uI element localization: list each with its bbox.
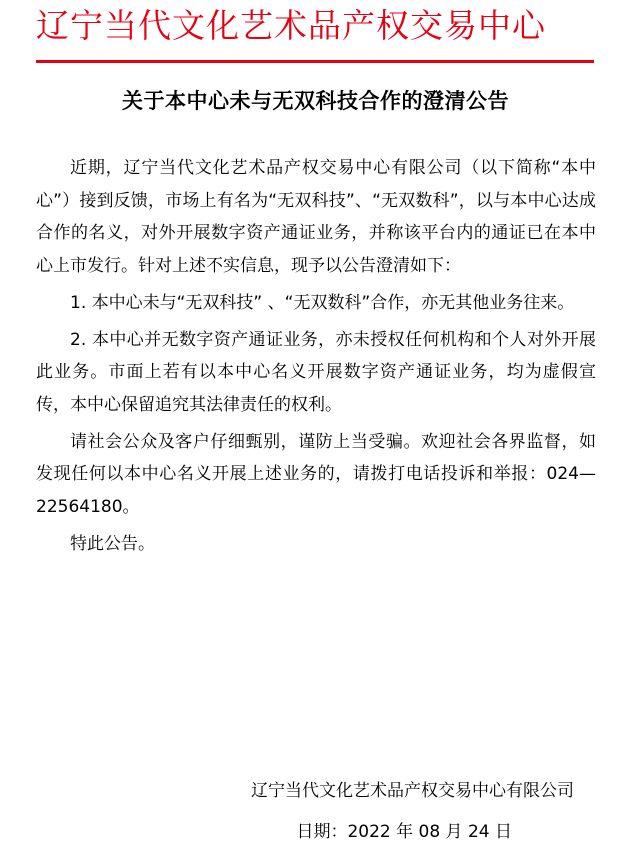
- notice-body: [36, 152, 596, 564]
- notice-title: 关于本中心未与无双科技合作的澄清公告: [122, 89, 509, 113]
- paragraph-appeal: 请社会公众及客户仔细甄别，谨防上当受骗。欢迎社会各界监督，如发现任何以本中心名义开展上述业务的，请拨打电话投诉和举报：024—22564180。: [36, 431, 596, 518]
- paragraph-intro: 近期，辽宁当代文化艺术品产权交易中心有限公司（以下简称“本中心”）接到反馈，市场上有名为“无双科技”、“无双数科”，以与本中心达成合作的名义，对外开展数字资产通证业务，并称该平台内的通证已在本中心上市发行。针对上述不实信息，现予以公告澄清如下：: [36, 158, 596, 277]
- notice-date: 日期：2022 年 08 月 24 日: [296, 822, 512, 842]
- paragraph-point-2: 2. 本中心并无数字资产通证业务，亦未授权任何机构和个人对外开展此业务。市面上若有以本中心名义开展数字资产通证业务，均为虚假宣传，本中心保留追究其法律责任的权利。: [36, 329, 596, 415]
- paragraph-closing: 特此公告。: [70, 533, 155, 554]
- paragraph-point-1: 1. 本中心未与“无双科技” 、“无双数科”合作，亦无其他业务往来。: [70, 292, 575, 313]
- organization-header: 辽宁当代文化艺术品产权交易中心: [36, 6, 546, 45]
- signature-organization: 辽宁当代文化艺术品产权交易中心有限公司: [251, 781, 574, 801]
- header-divider: [36, 60, 594, 63]
